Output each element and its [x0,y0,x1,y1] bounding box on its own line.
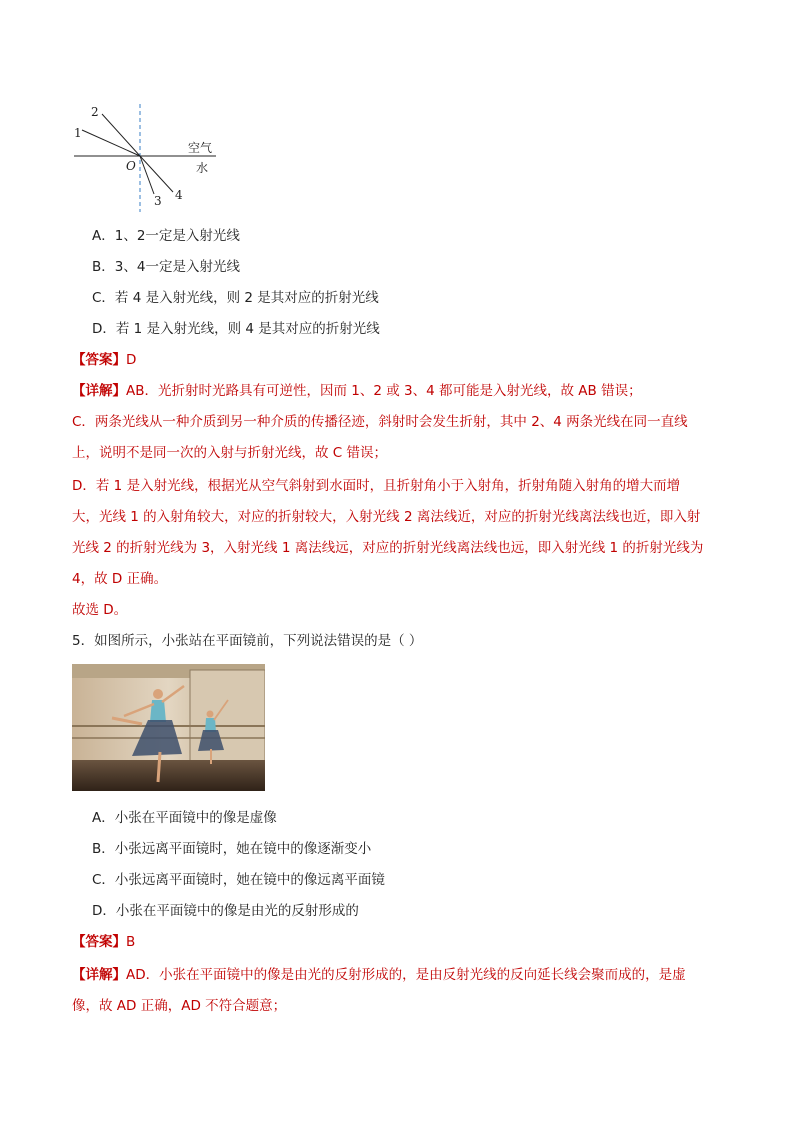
refraction-diagram [68,100,228,215]
ray-4 [140,156,173,192]
ray-2-label: 2 [91,105,99,119]
q5-option-b: B．小张远离平面镜时，她在镜中的像逐渐变小 [92,841,372,857]
ray-3-label: 3 [154,194,162,208]
answer-value: D [126,352,137,368]
q4-answer [72,350,136,370]
q4-detail-line-5: 光线 2 的折射光线为 3，入射光线 1 离法线远，对应的折射光线离法线也远，即入射光线 1 的折射光线为 [72,540,704,556]
q5-detail-line-1: 像，故 AD 正确，AD 不符合题意； [72,998,287,1014]
q4-detail-line-2: 上，说明不是同一次的入射与折射光线，故 C 错误； [72,445,388,461]
detail-tag: 【详解】 [72,383,126,399]
origin-label: O [126,159,136,173]
dancer-mirror-photo [72,664,265,791]
q4-option-a: A．1、2一定是入射光线 [92,228,240,244]
answer-tag: 【答案】 [72,352,126,368]
water-label: 水 [196,161,209,175]
q5-option-c: C．小张远离平面镜时，她在镜中的像远离平面镜 [92,872,385,888]
q4-detail-line-4: 大，光线 1 的入射角较大，对应的折射较大，入射光线 2 离法线近，对应的折射光线离法线也近，即入射 [72,509,701,525]
detail-text: AB．光折射时光路具有可逆性，因而 1、2 或 3、4 都可能是入射光线，故 AB 错误； [126,383,642,399]
ray-4-label: 4 [175,188,183,202]
ray-3 [140,156,154,194]
q5-answer [72,932,135,952]
q4-detail-line-6: 4，故 D 正确。 [72,571,168,587]
ray-1-label: 1 [74,126,82,140]
answer-value: B [126,934,136,950]
detail-text: AD．小张在平面镜中的像是由光的反射形成的，是由反射光线的反向延长线会聚而成的，是虚 [126,967,686,983]
q4-option-c: C．若 4 是入射光线，则 2 是其对应的折射光线 [92,290,379,306]
air-label: 空气 [188,141,213,155]
answer-tag: 【答案】 [72,934,126,950]
q4-detail-line-3: D．若 1 是入射光线，根据光从空气斜射到水面时，且折射角小于入射角，折射角随入射角的增大而增 [72,478,681,494]
ray-2 [102,114,140,156]
ray-1 [82,130,140,156]
q4-detail-line-0 [72,381,642,401]
q5-detail-line-0 [72,965,686,985]
q4-option-d: D．若 1 是入射光线，则 4 是其对应的折射光线 [92,321,380,337]
q4-option-b: B．3、4一定是入射光线 [92,259,240,275]
q4-detail-line-1: C．两条光线从一种介质到另一种介质的传播径迹，斜射时会发生折射，其中 2、4 两条光线在同一直线 [72,414,688,430]
q4-conclusion: 故选 D。 [72,602,128,618]
detail-tag: 【详解】 [72,967,126,983]
q5-option-a: A．小张在平面镜中的像是虚像 [92,810,277,826]
q5-stem: 5．如图所示，小张站在平面镜前，下列说法错误的是（ ） [72,633,423,649]
q5-option-d: D．小张在平面镜中的像是由光的反射形成的 [92,903,359,919]
